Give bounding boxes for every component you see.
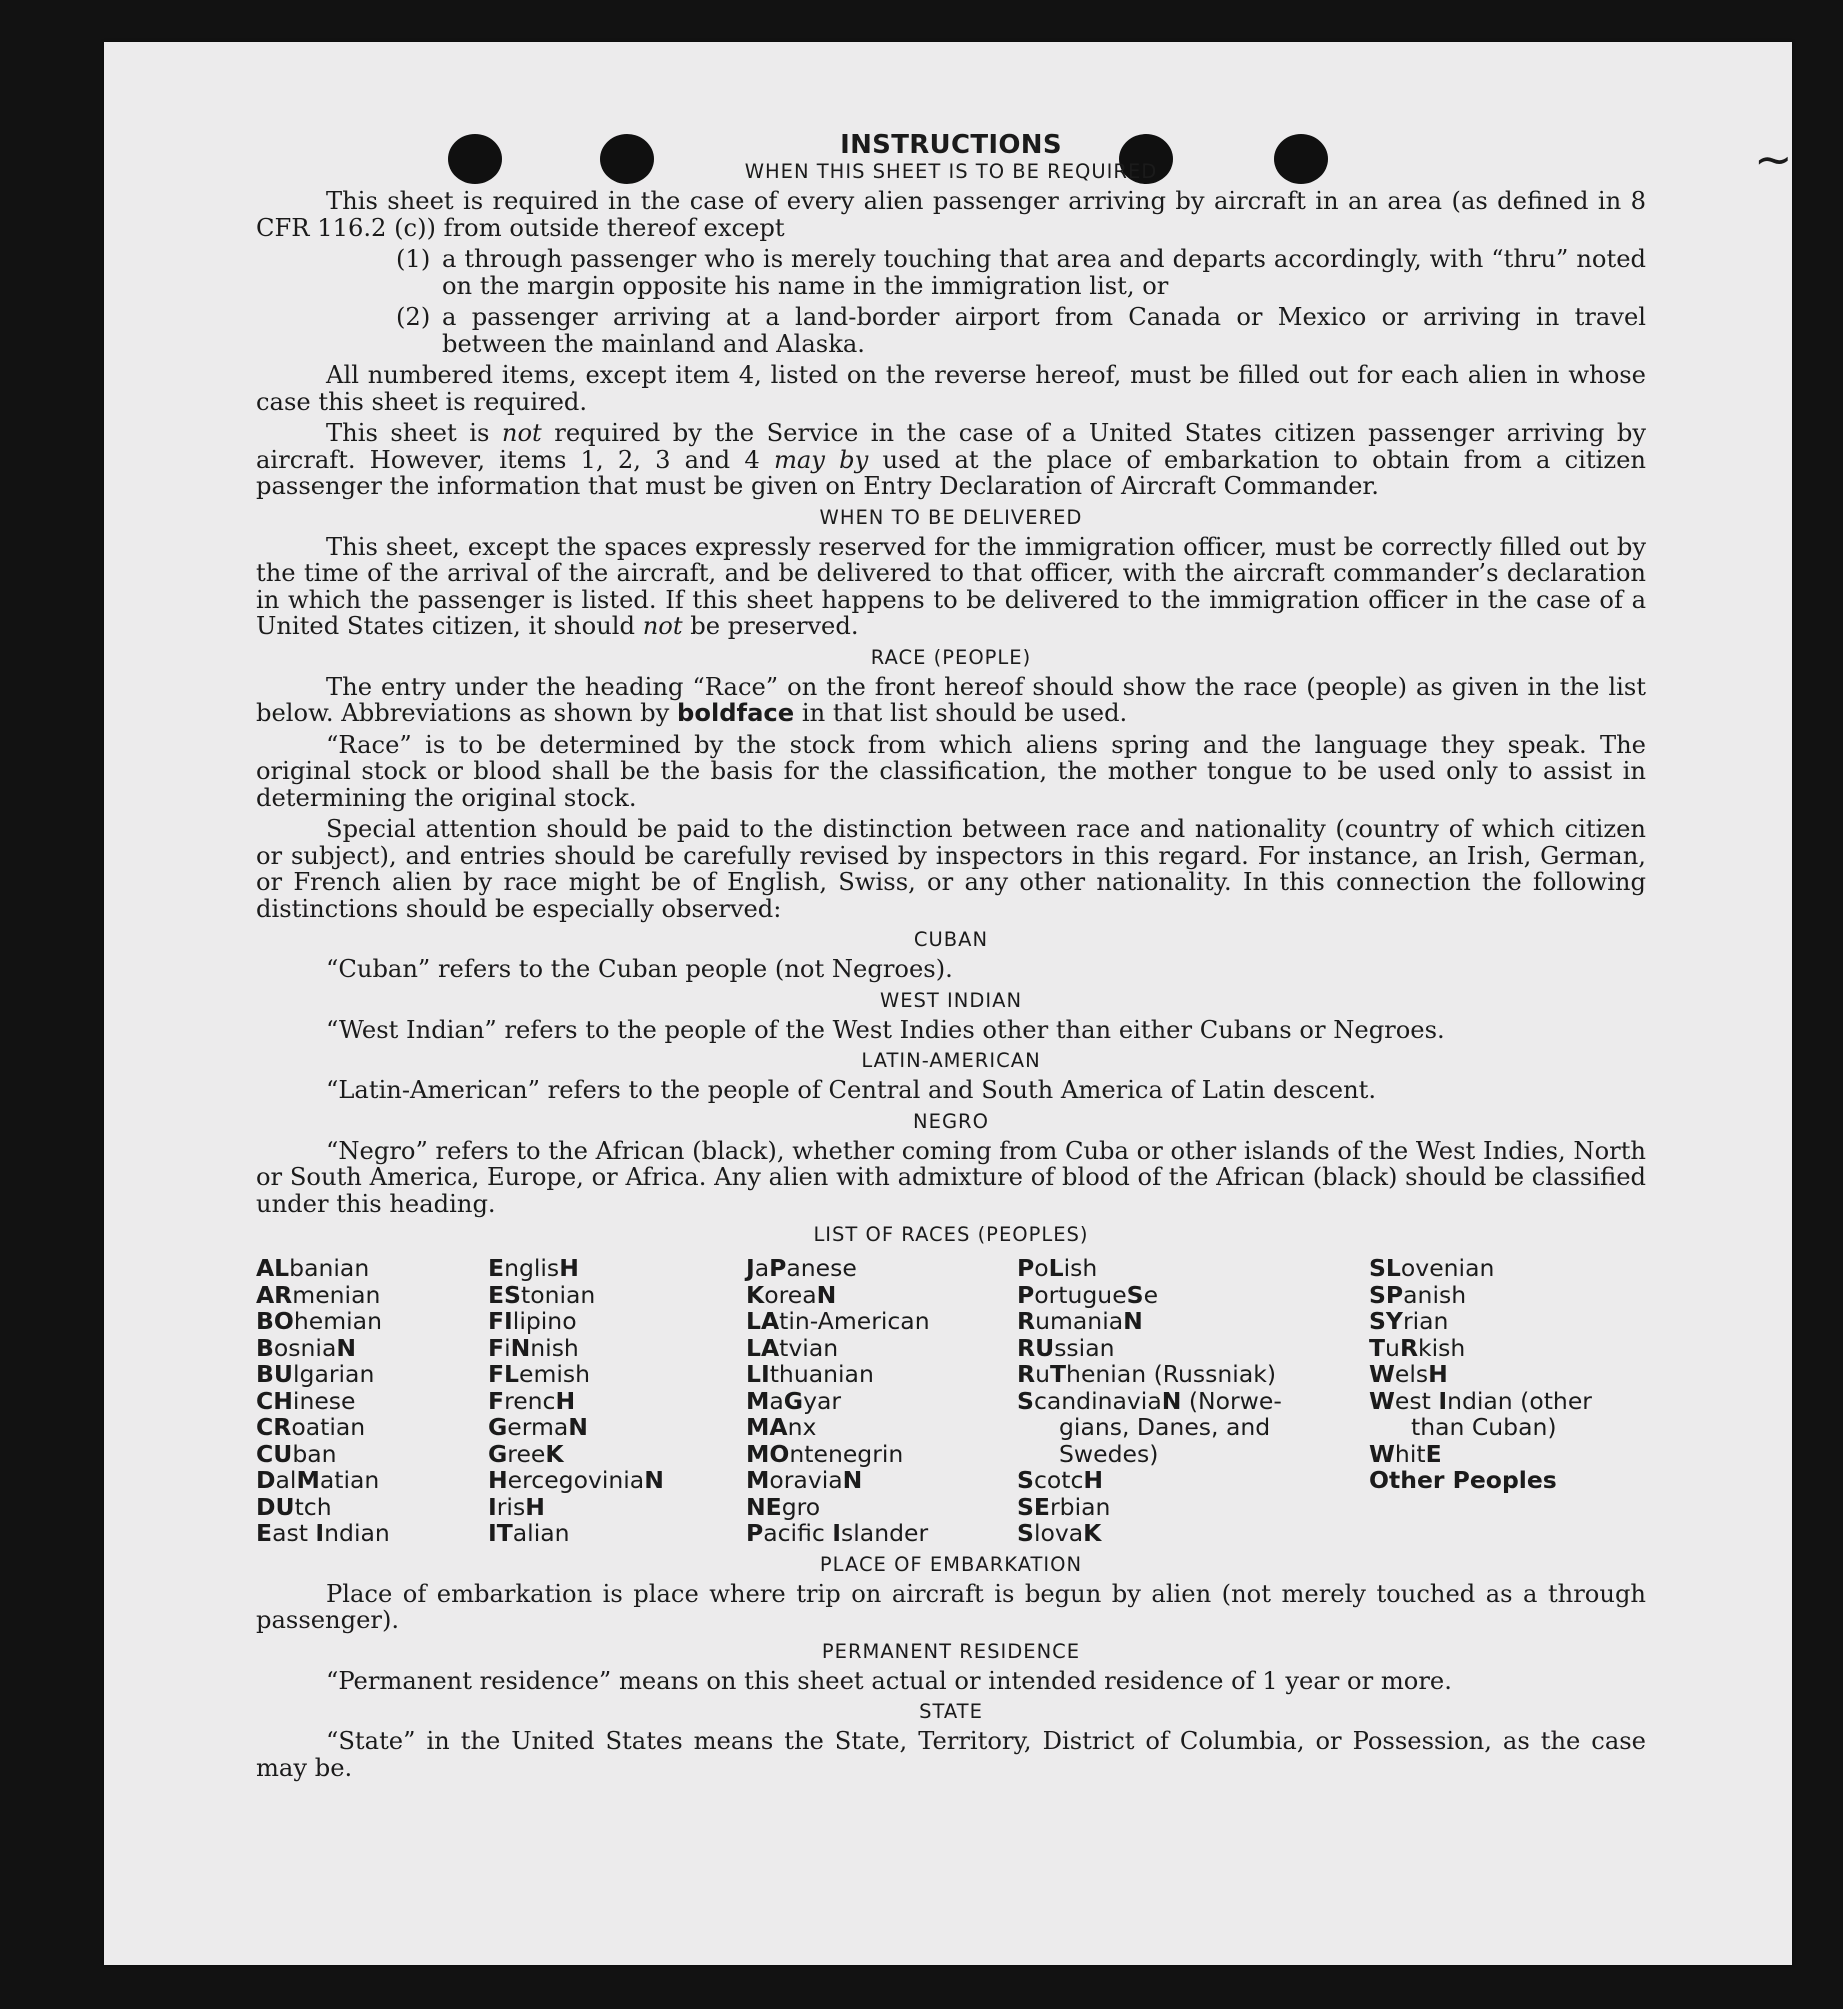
race-entry [1017,1467,1369,1494]
race-entry [256,1520,488,1547]
race-abbrev: N [568,1413,588,1441]
race-entry [1017,1494,1369,1521]
race-text: acific [763,1519,833,1547]
race-abbrev: W [1369,1386,1395,1415]
race-text: alian [512,1519,570,1547]
race-entry [488,1520,746,1547]
permanent-residence-text: “Permanent residence” means on this sheet actual or intended residence of 1 year or more. [326,1666,1452,1695]
race-entry [256,1308,488,1335]
race-entry [1017,1335,1369,1362]
race-abbrev: S [1017,1466,1034,1494]
race-text: yar [803,1386,842,1415]
heading-when-required: WHEN THIS SHEET IS TO BE REQUIRED [744,160,1158,183]
race-entry [1369,1388,1646,1415]
race-abbrev: J [746,1254,755,1282]
race-text: candinavia [1033,1386,1162,1415]
race-abbrev: W [1369,1360,1395,1388]
race-text: ree [507,1439,546,1468]
race-entry [256,1282,488,1309]
race-abbrev: BO [256,1307,294,1335]
race-abbrev: ES [488,1280,521,1309]
race-text: rbian [1049,1492,1111,1521]
race-abbrev: MA [746,1413,788,1441]
races-column-4 [1017,1255,1369,1547]
race-text: thuanian [769,1360,874,1388]
race-entry [1369,1308,1646,1335]
race-abbrev: G [488,1439,508,1468]
race-entry [1017,1441,1369,1468]
race-text: gro [781,1492,821,1521]
race-abbrev: CR [256,1413,292,1441]
race-entry [1017,1520,1369,1547]
race-abbrev: R [1017,1360,1036,1388]
heading-latin-american: LATIN-AMERICAN [861,1049,1041,1072]
race-text: ovenian [1400,1254,1495,1282]
races-column-5 [1369,1255,1646,1547]
race-text: oravia [769,1466,843,1494]
citizen-paragraph-part: This sheet is [326,419,502,447]
race-text: o [1034,1254,1049,1282]
race-text: oatian [291,1413,366,1441]
race-text: anese [786,1254,857,1282]
race-abbrev: D [256,1466,276,1494]
race-entry [746,1388,1017,1415]
race-entry [256,1414,488,1441]
when-delivered-part: be preserved. [682,612,859,640]
race-entry [746,1255,1017,1282]
race-text: (Norwe- [1181,1386,1282,1415]
race-entry [256,1361,488,1388]
race-abbrev: E [1425,1439,1442,1468]
when-required-paragraph: This sheet is required in the case of every alien passenger arriving by aircraft in an area (as defined in 8 CFR 116.2 (c)) from outside thereof except [256,187,1646,242]
race-text: Swedes) [1059,1439,1159,1468]
heading-west-indian: WEST INDIAN [879,988,1023,1012]
race-text: els [1394,1360,1429,1388]
when-delivered-part: This sheet, except the spaces expressly reserved for the immigration officer, must be correctly filled out by the time of the arrival of the aircraft, and be delivered to that officer, with the aircraft commander’s declaration in which the passenger is listed. If this sheet happens to be delivered to the immigration officer in the case of a United States citizen, it should [256,532,1646,640]
race-text: u [1035,1360,1051,1388]
race-entry [746,1282,1017,1309]
race-abbrev: H [1428,1360,1448,1388]
race-abbrev: LA [746,1307,780,1335]
race-abbrev: SE [1017,1492,1050,1521]
race-text: than Cuban) [1411,1413,1557,1441]
race-abbrev: SL [1369,1254,1401,1282]
race-abbrev: M [296,1466,320,1494]
race-abbrev: T [1369,1333,1386,1362]
race-abbrev: N [510,1333,531,1362]
race-text: tonian [520,1280,596,1309]
race-text: ban [292,1439,337,1468]
race-entry [1017,1361,1369,1388]
race-text: nglis [504,1254,560,1282]
exception-item-2-number: (2) [396,303,431,331]
race-text: nish [530,1333,579,1362]
race-entry [746,1494,1017,1521]
race-entry [1369,1282,1646,1309]
race-abbrev: K [746,1280,765,1309]
race-text: umania [1035,1307,1124,1335]
heading-negro: NEGRO [913,1109,989,1133]
race-entry [1369,1414,1646,1441]
negro-definition: “Negro” refers to the African (black), whether coming from Cuba or other islands of the West Indies, North or South America, Europe, or Africa. Any alien with admixture of blood of the African (black) should be classified under this heading. [256,1136,1646,1218]
race-abbrev: M [746,1466,770,1494]
race-abbrev: CU [256,1439,293,1468]
race-text: hit [1394,1439,1426,1468]
race-text: erma [507,1413,569,1441]
heading-list-of-races: LIST OF RACES (PEOPLES) [813,1223,1089,1246]
race-text: henian (Russniak) [1066,1360,1277,1388]
race-text: kish [1418,1333,1466,1362]
race-abbrev: L [1048,1254,1064,1282]
race-entry [488,1441,746,1468]
race-text: ish [1063,1254,1098,1282]
race-text: est [1394,1386,1439,1415]
when-delivered-paragraph [256,534,1646,640]
race-paragraph-part: The entry under the heading “Race” on the front hereof should show the race (people) as given in the list below. Abbreviations as shown by [256,672,1646,727]
race-abbrev: H [1083,1466,1104,1494]
race-text: ast [272,1519,316,1547]
race-text: menian [292,1280,381,1309]
race-text: nx [787,1413,817,1441]
race-entry [488,1361,746,1388]
race-text: gians, Danes, and [1059,1413,1271,1441]
race-abbrev: N [336,1333,357,1362]
race-abbrev: SY [1369,1307,1403,1335]
cuban-definition: “Cuban” refers to the Cuban people (not Negroes). [326,955,953,983]
race-entry [488,1255,746,1282]
race-entry [746,1414,1017,1441]
race-abbrev: P [746,1519,764,1547]
race-entry [746,1441,1017,1468]
race-entry [488,1335,746,1362]
race-abbrev: NE [746,1492,782,1521]
when-delivered-emphasis: not [642,612,683,640]
race-entry [1369,1335,1646,1362]
race-entry [746,1308,1017,1335]
race-text: lipino [512,1307,577,1335]
race-abbrev: S [1126,1280,1144,1309]
race-abbrev: N [644,1466,664,1494]
race-abbrev: W [1369,1439,1395,1468]
race-abbrev: I [1438,1386,1448,1415]
citizen-paragraph [256,420,1646,500]
race-text: ortugue [1034,1280,1127,1309]
race-abbrev: AR [256,1280,293,1309]
race-paragraph-3: Special attention should be paid to the distinction between race and nationality (country of which citizen or subject), and entries should be carefully revised by inspectors in this regard. For instance, an Irish, German, or French alien by race might be of English, Swiss, or any other nationality. In this connection the following distinctions should be especially observed: [256,815,1646,923]
race-paragraph-1 [256,674,1646,727]
citizen-paragraph-emphasis: may by [773,445,869,474]
race-abbrev: N [1123,1307,1143,1335]
race-abbrev: F [488,1386,505,1415]
race-abbrev: M [746,1386,770,1415]
race-entry [1369,1467,1646,1494]
race-entry [746,1335,1017,1362]
race-abbrev: E [488,1254,505,1282]
race-text: emish [519,1360,591,1388]
citizen-paragraph-part: required by the Service in the case of a United States citizen passenger arriving by aircraft. However, items 1, 2, 3 and 4 [256,419,1646,474]
page-title: INSTRUCTIONS [840,130,1062,160]
exception-item-1 [396,246,1646,299]
race-abbrev: P [1017,1280,1035,1309]
race-abbrev: N [842,1466,863,1494]
race-abbrev: H [525,1492,545,1521]
heading-when-delivered: WHEN TO BE DELIVERED [819,505,1083,529]
race-text: a [769,1386,784,1415]
race-abbrev: G [488,1413,508,1441]
race-abbrev: I [488,1492,497,1521]
races-column-2 [488,1255,746,1547]
race-text: i [504,1333,511,1362]
race-entry [1017,1255,1369,1282]
race-abbrev: B [256,1333,274,1362]
race-entry [746,1467,1017,1494]
race-abbrev: K [1083,1519,1102,1547]
race-text: ndian [324,1519,390,1547]
heading-state: STATE [919,1700,983,1723]
race-text: a [754,1254,770,1282]
race-paragraph-part: in that list should be used. [794,699,1128,727]
instructions-text [256,130,1646,1786]
race-entry [1017,1282,1369,1309]
race-abbrev: H [559,1254,579,1282]
race-abbrev: F [488,1333,505,1362]
race-abbrev: LA [746,1333,780,1362]
heading-place-of-embarkation: PLACE OF EMBARKATION [819,1552,1083,1576]
race-entry [256,1467,488,1494]
race-abbrev: P [1017,1254,1035,1282]
race-abbrev: BU [256,1360,293,1388]
race-text: renc [504,1386,556,1415]
exception-item-1-number: (1) [396,245,431,273]
race-text: al [275,1466,297,1494]
race-abbrev: Other Peoples [1369,1466,1557,1494]
race-entry [1369,1361,1646,1388]
race-abbrev: R [1399,1333,1419,1362]
race-abbrev: RU [1017,1333,1055,1362]
numbered-items-paragraph: All numbered items, except item 4, listed on the reverse hereof, must be filled out for each alien in whose case this sheet is required. [256,361,1646,416]
race-text: cotc [1033,1466,1084,1494]
race-entry [746,1361,1017,1388]
race-text: osnia [273,1333,337,1362]
race-text: ndian (other [1447,1386,1592,1415]
race-abbrev: H [488,1466,508,1494]
race-abbrev: N [1161,1386,1182,1415]
citizen-paragraph-part: used at the place of embarkation to obtain from a citizen passenger the information that must be given on Entry Declaration of Aircraft Commander. [256,445,1646,500]
state-text: “State” in the United States means the State, Territory, District of Columbia, or Possession, as the case may be. [256,1727,1646,1782]
race-abbrev: S [1017,1386,1034,1415]
race-abbrev: T [1050,1360,1067,1388]
race-abbrev: I [315,1519,325,1547]
race-text: ntenegrin [789,1439,904,1468]
race-entry [256,1388,488,1415]
races-column-1 [256,1255,488,1547]
citizen-paragraph-emphasis: not [501,419,542,447]
race-entry [256,1335,488,1362]
race-text: lgarian [293,1360,375,1388]
race-text: banian [289,1254,370,1282]
west-indian-definition: “West Indian” refers to the people of the West Indies other than either Cubans or Negroes. [326,1015,1445,1044]
race-entry [488,1282,746,1309]
race-text: slander [841,1519,929,1547]
exception-item-2-text: a passenger arriving at a land-border airport from Canada or Mexico or arriving in travel between the mainland and Alaska. [442,303,1646,358]
races-column-3 [746,1255,1017,1547]
race-paragraph-2: “Race” is to be determined by the stock from which aliens spring and the language they speak. The original stock or blood shall be the basis for the classification, the mother tongue to be used only to assist in determining the original stock. [256,730,1646,812]
race-text: e [1143,1280,1159,1309]
race-text: atian [319,1466,380,1494]
place-of-embarkation-text: Place of embarkation is place where trip on aircraft is begun by alien (not merely touched as a through passenger). [256,1579,1646,1634]
boldface-word: boldface [677,699,795,727]
race-abbrev: MO [746,1439,790,1468]
race-abbrev: K [545,1439,564,1468]
race-entry [256,1255,488,1282]
latin-american-definition: “Latin-American” refers to the people of Central and South America of Latin descent. [326,1076,1377,1104]
race-abbrev: FL [488,1360,520,1388]
race-text: hemian [293,1307,382,1335]
race-entry [488,1388,746,1415]
heading-cuban: CUBAN [913,928,989,951]
race-entry [746,1520,1017,1547]
race-text: ssian [1054,1333,1115,1362]
heading-race: RACE (PEOPLE) [870,645,1032,669]
race-abbrev: SP [1369,1280,1404,1309]
exception-item-2 [396,304,1646,357]
race-entry [256,1441,488,1468]
race-entry [1017,1388,1369,1415]
race-abbrev: LI [746,1360,770,1388]
race-text: ris [496,1492,526,1521]
race-entry [256,1494,488,1521]
race-text: lova [1033,1519,1084,1547]
race-abbrev: CH [256,1386,293,1415]
race-entry [1017,1308,1369,1335]
race-abbrev: DU [256,1492,295,1521]
handwritten-mark: ~ [1754,132,1793,186]
race-abbrev: R [1017,1307,1036,1335]
race-entry [488,1414,746,1441]
race-entry [1369,1441,1646,1468]
race-text: tvian [779,1333,839,1362]
race-text: orea [764,1280,817,1309]
race-abbrev: I [832,1519,842,1547]
races-list [256,1255,1646,1547]
race-abbrev: S [1017,1519,1034,1547]
race-entry [1369,1255,1646,1282]
race-abbrev: IT [488,1519,513,1547]
race-abbrev: H [555,1386,576,1415]
race-text: tin-American [779,1307,930,1335]
race-abbrev: FI [488,1307,513,1335]
race-abbrev: G [783,1386,804,1415]
race-entry [488,1494,746,1521]
race-abbrev: P [769,1254,787,1282]
race-text: ercegovinia [507,1466,645,1494]
race-text: rian [1402,1307,1449,1335]
race-abbrev: N [816,1280,837,1309]
race-entry [1017,1414,1369,1441]
race-abbrev: E [256,1519,273,1547]
race-abbrev: AL [256,1254,290,1282]
heading-permanent-residence: PERMANENT RESIDENCE [821,1639,1081,1663]
race-entry [488,1308,746,1335]
race-text: inese [292,1386,356,1415]
race-text: tch [294,1492,332,1521]
race-entry [488,1467,746,1494]
race-text: u [1385,1333,1400,1362]
exception-item-1-text: a through passenger who is merely touching that area and departs accordingly, with “thru” noted on the margin opposite his name in the immigration list, or [442,245,1646,300]
race-text: anish [1403,1280,1467,1309]
